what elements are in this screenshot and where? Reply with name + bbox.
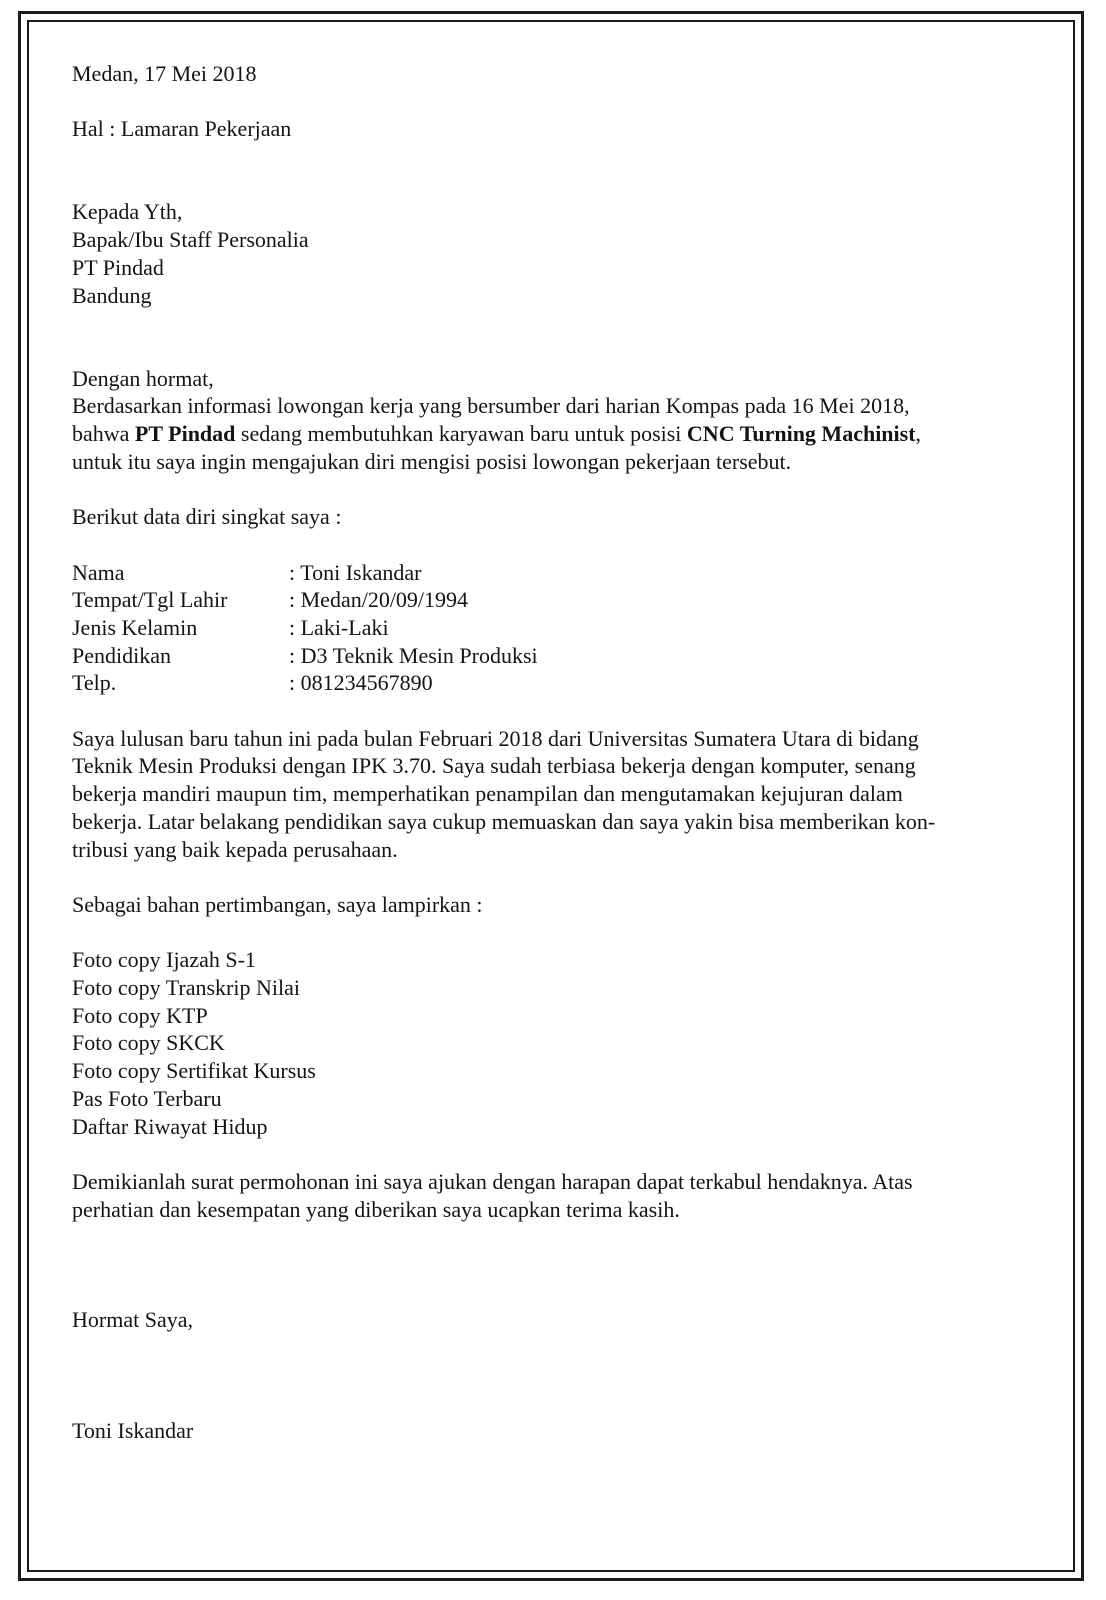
intro-text: sedang membutuhkan karyawan baru untuk posisi (235, 421, 687, 447)
subject-line: Hal : Lamaran Pekerjaan (72, 116, 292, 142)
signature-name: Toni Iskandar (72, 1418, 194, 1444)
data-row (72, 669, 1032, 697)
attachment-item: Foto copy Transkrip Nilai (72, 975, 300, 1001)
data-value: : 081234567890 (289, 670, 433, 696)
intro-paragraph (72, 392, 1032, 475)
intro-text: bahwa (72, 421, 135, 447)
data-value: : Medan/20/09/1994 (289, 587, 469, 613)
data-row (72, 614, 1032, 642)
attachment-item: Foto copy Ijazah S-1 (72, 947, 256, 973)
attachments-list (72, 946, 1032, 1140)
attachments-intro: Sebagai bahan pertimbangan, saya lampirkan : (72, 891, 483, 917)
paragraph-line: Teknik Mesin Produksi dengan IPK 3.70. Saya sudah terbiasa bekerja dengan komputer, senang (72, 753, 916, 779)
intro-line: untuk itu saya ingin mengajukan diri mengisi posisi lowongan pekerjaan tersebut. (72, 448, 792, 474)
data-label: Jenis Kelamin (72, 614, 198, 640)
data-label: Tempat/Tgl Lahir (72, 587, 228, 613)
recipient-line: PT Pindad (72, 254, 164, 280)
company-name: PT Pindad (134, 421, 236, 447)
attachment-item: Daftar Riwayat Hidup (72, 1113, 268, 1139)
attachment-item: Foto copy Sertifikat Kursus (72, 1058, 316, 1084)
attachment-item: Foto copy SKCK (72, 1030, 225, 1056)
sign-off: Hormat Saya, (72, 1307, 193, 1333)
intro-line (72, 420, 1032, 448)
greeting: Dengan hormat, (72, 365, 214, 391)
intro-line: Berdasarkan informasi lowongan kerja yang bersumber dari harian Kompas pada 16 Mei 2018, (72, 393, 910, 419)
position-name: CNC Turning Machinist (686, 421, 916, 447)
body-paragraph (72, 725, 1032, 864)
data-value: : D3 Teknik Mesin Produksi (289, 642, 538, 668)
data-label: Telp. (72, 670, 117, 696)
recipient-line: Kepada Yth, (72, 199, 183, 225)
letter-body (72, 60, 1032, 1445)
data-value: : Laki-Laki (289, 614, 389, 640)
data-row (72, 642, 1032, 670)
place-date: Medan, 17 Mei 2018 (72, 61, 257, 86)
attachment-item: Pas Foto Terbaru (72, 1085, 222, 1111)
data-value: : Toni Iskandar (289, 559, 422, 585)
personal-data-table (72, 559, 1032, 698)
paragraph-line: tribusi yang baik kepada perusahaan. (72, 836, 398, 862)
paragraph-line: bekerja mandiri maupun tim, memperhatikan penampilan dan mengutamakan kejujuran dalam (72, 781, 903, 807)
recipient-block (72, 198, 1032, 309)
data-row (72, 586, 1032, 614)
paragraph-line: bekerja. Latar belakang pendidikan saya cukup memuaskan dan saya yakin bisa memberikan kon- (72, 808, 936, 834)
recipient-line: Bapak/Ibu Staff Personalia (72, 227, 309, 253)
closing-paragraph (72, 1168, 1032, 1223)
attachment-item: Foto copy KTP (72, 1002, 208, 1028)
data-row (72, 559, 1032, 587)
closing-line: Demikianlah surat permohonan ini saya ajukan dengan harapan dapat terkabul hendaknya. Atas (72, 1168, 913, 1194)
paragraph-line: Saya lulusan baru tahun ini pada bulan Februari 2018 dari Universitas Sumatera Utara di bidang (72, 725, 919, 751)
closing-line: perhatian dan kesempatan yang diberikan saya ucapkan terima kasih. (72, 1196, 680, 1222)
data-label: Pendidikan (72, 642, 171, 668)
data-intro: Berikut data diri singkat saya : (72, 504, 342, 530)
data-label: Nama (72, 559, 125, 585)
intro-text: , (915, 421, 922, 447)
recipient-line: Bandung (72, 282, 152, 308)
